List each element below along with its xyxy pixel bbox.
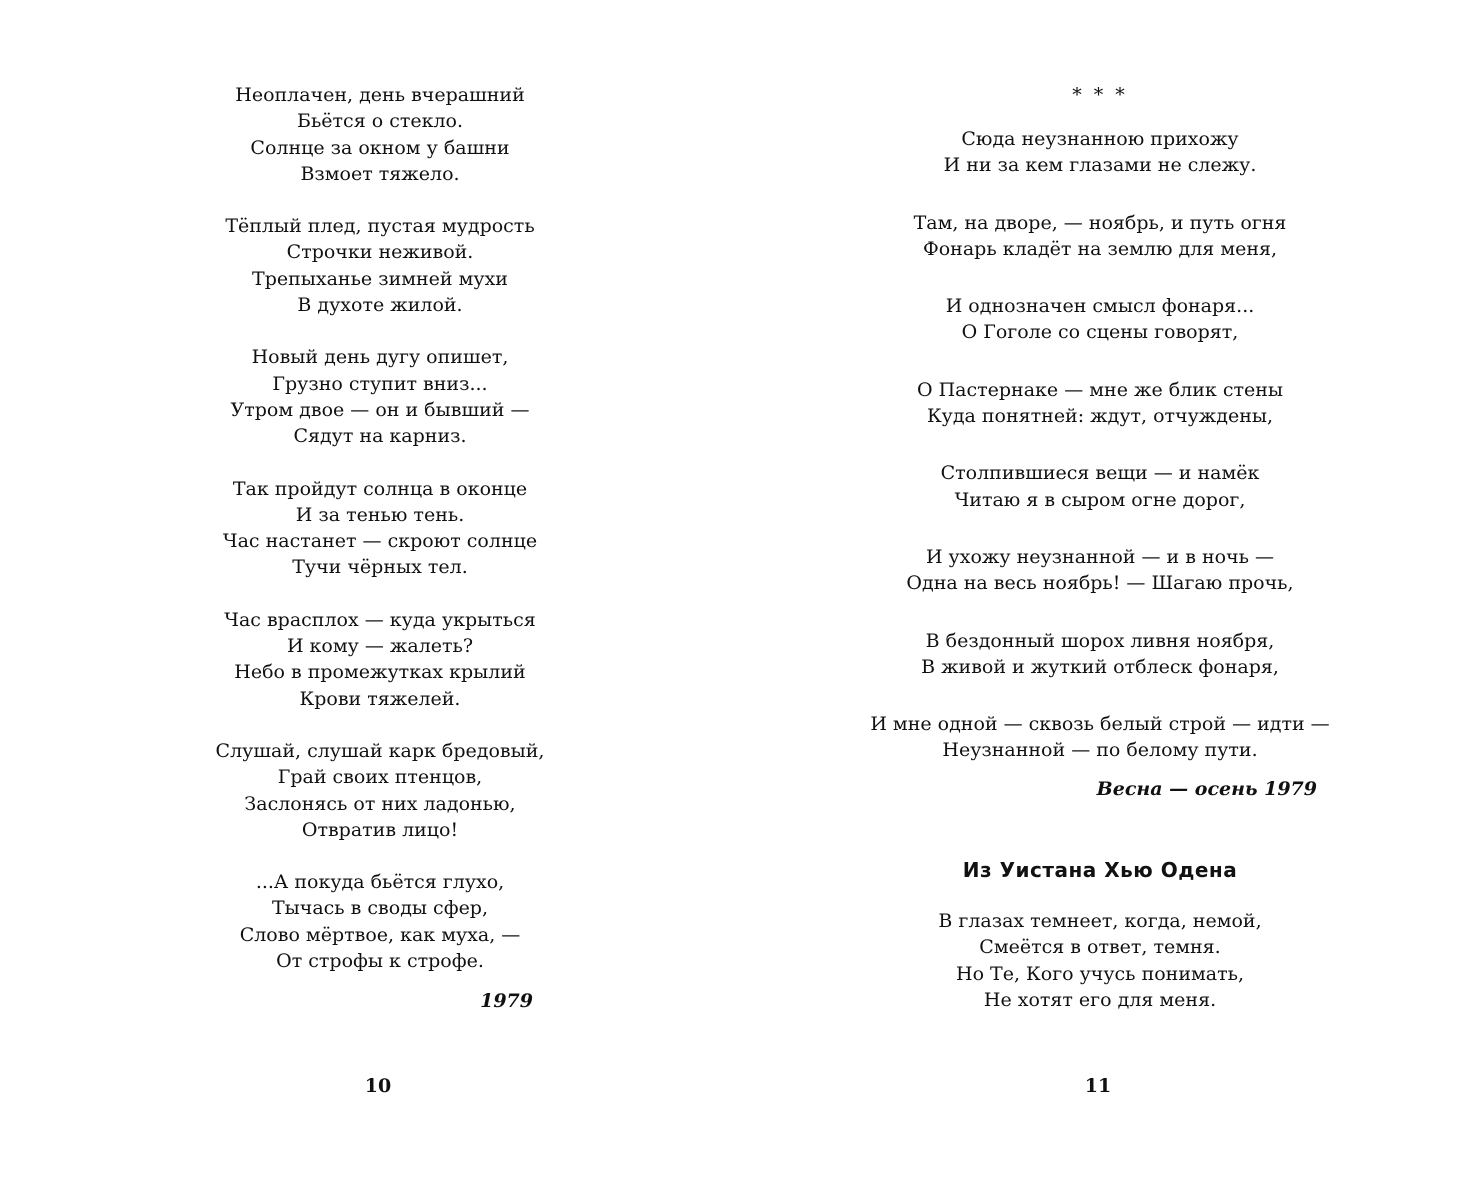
stanza <box>200 869 560 974</box>
poem-line: Грузно ступит вниз... <box>272 372 488 395</box>
poem-line: Строчки неживой. <box>286 241 474 264</box>
poem-line: Тёплый плед, пустая мудрость <box>225 215 535 238</box>
poem-line: О Пастернаке — мне же блик стены <box>916 378 1284 401</box>
translation-stanza <box>860 908 1340 1013</box>
section-title: Из Уистана Хью Одена <box>962 858 1238 882</box>
right-page <box>740 0 1477 1182</box>
poem-line: И однозначен смысл фонаря... <box>945 295 1255 318</box>
poem-line: Неоплачен, день вчерашний <box>235 84 525 106</box>
poem-line: Час врасплох — куда укрыться <box>224 608 536 631</box>
poem-line: И ухожу неузнанной — и в ночь — <box>925 545 1275 568</box>
poem-line: Новый день дугу опишет, <box>251 346 509 369</box>
left-poem <box>200 82 560 1000</box>
poem-date: Весна — осень 1979 <box>1096 778 1317 800</box>
poem-line: Час настанет — скроют солнце <box>222 530 538 553</box>
poem-line: В духоте жилой. <box>297 294 463 317</box>
stanza <box>200 344 560 449</box>
page-number: 11 <box>1084 1075 1112 1097</box>
poem-line: Так пройдут солнца в оконце <box>232 477 528 500</box>
page-number: 10 <box>364 1075 392 1097</box>
poem-line: Небо в промежутках крылий <box>234 661 526 684</box>
stanza <box>200 607 560 712</box>
stanza <box>860 293 1340 346</box>
poem-line: Неузнанной — по белому пути. <box>942 739 1258 762</box>
poem-line: Отвратив лицо! <box>301 818 459 841</box>
right-poem <box>860 82 1340 795</box>
poem-line: В живой и жуткий отблеск фонаря, <box>921 655 1279 678</box>
poem-line: Читаю я в сыром огне дорог, <box>954 488 1246 511</box>
stanza <box>200 213 560 318</box>
poem-line: Сядут на карниз. <box>293 425 467 448</box>
poem-line: Тучи чёрных тел. <box>292 556 468 579</box>
poem-line: Столпившиеся вещи — и намёк <box>940 462 1260 485</box>
stanza <box>860 210 1340 263</box>
poem-line: Там, на дворе, — ноябрь, и путь огня <box>913 211 1287 234</box>
stanza <box>860 628 1340 681</box>
poem-line: И кому — жалеть? <box>286 635 474 658</box>
poem-line: И мне одной — сквозь белый строй — идти — <box>870 713 1330 736</box>
stanza <box>200 82 560 187</box>
poem-line: Крови тяжелей. <box>299 687 461 710</box>
poem-line: Бьётся о стекло. <box>296 110 464 133</box>
poem-line: Взмоет тяжело. <box>300 162 460 185</box>
stanza <box>860 460 1340 513</box>
stanza <box>860 711 1340 764</box>
poem-line: ...А покуда бьётся глухо, <box>255 871 505 894</box>
poem-date: 1979 <box>480 990 533 1012</box>
stanza <box>200 476 560 581</box>
stanza <box>860 126 1340 179</box>
poem-line: И ни за кем глазами не слежу. <box>943 154 1257 177</box>
stanza <box>860 544 1340 597</box>
poem-line: Но Те, Кого учусь понимать, <box>956 962 1244 985</box>
poem-line: Тычась в своды сфер, <box>271 897 489 920</box>
poem-line: Грай своих птенцов, <box>277 766 483 789</box>
poem-line: Солнце за окном у башни <box>250 136 510 159</box>
stanza <box>860 377 1340 430</box>
poem-line: Заслонясь от них ладонью, <box>244 792 516 815</box>
poem-line: В бездонный шорох ливня ноября, <box>925 629 1275 652</box>
poem-line: В глазах темнеет, когда, немой, <box>938 910 1262 932</box>
poem-line: Одна на весь ноябрь! — Шагаю прочь, <box>906 572 1294 595</box>
poem-line: Куда понятней: ждут, отчуждены, <box>926 405 1274 428</box>
poem-line: Трепыханье зимней мухи <box>252 267 508 290</box>
stanza <box>200 738 560 843</box>
poem-line: Смеётся в ответ, темня. <box>979 936 1221 959</box>
asterism: * * * <box>1072 84 1128 106</box>
poem-line: Не хотят его для меня. <box>983 988 1217 1011</box>
poem-line: Сюда неузнанною прихожу <box>961 128 1239 150</box>
poem-line: От строфы к строфе. <box>276 950 484 973</box>
poem-line: Фонарь кладёт на землю для меня, <box>922 237 1278 260</box>
poem-line: Слово мёртвое, как муха, — <box>239 923 521 946</box>
poem-line: И за тенью тень. <box>295 503 465 526</box>
poem-line: О Гоголе со сцены говорят, <box>961 321 1239 344</box>
poem-line: Утром двое — он и бывший — <box>230 398 530 421</box>
poem-line: Слушай, слушай карк бредовый, <box>215 739 545 762</box>
